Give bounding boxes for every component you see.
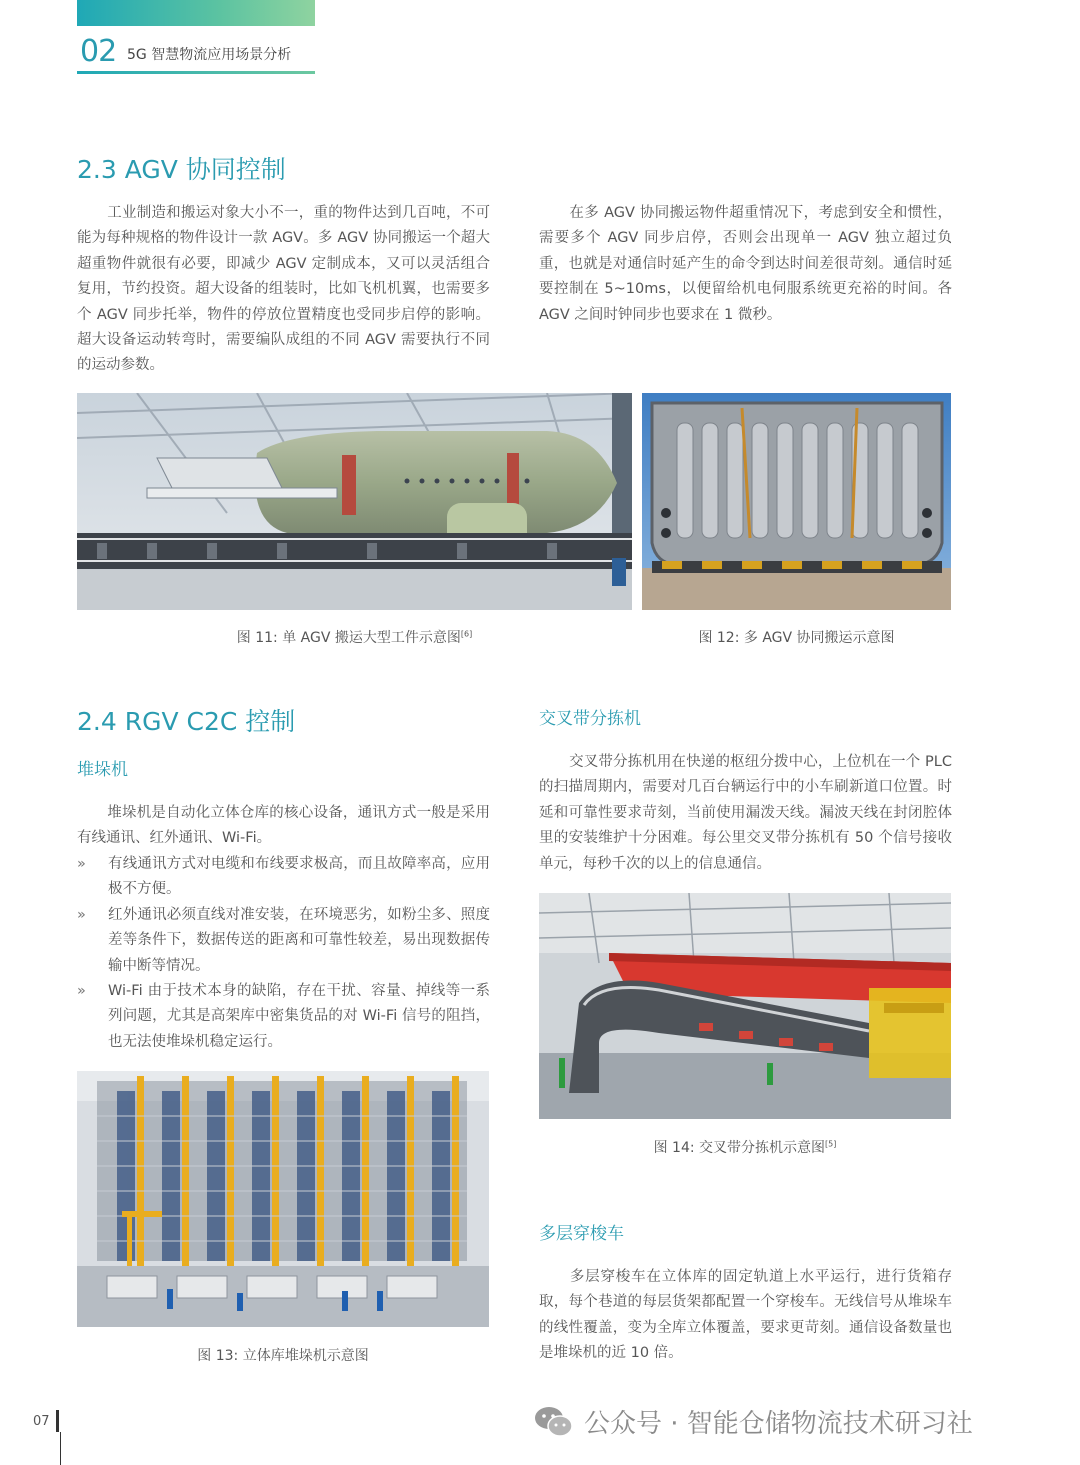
subtitle-cross-belt-sorter: 交叉带分拣机 [539, 709, 641, 729]
bullet-mark: » [77, 983, 86, 1000]
section-title-2-4: 2.4 RGV C2C 控制 [77, 707, 296, 736]
watermark [534, 1403, 973, 1440]
figure-14-reference: [5] [825, 1139, 837, 1149]
stacker-bullet-list [77, 852, 490, 1055]
figure-11-caption: 图 11: 单 AGV 搬运大型工件示意图[6] [236, 629, 473, 646]
figure-12-caption: 图 12: 多 AGV 协同搬运示意图 [698, 630, 895, 646]
page-margin-line [60, 1432, 61, 1465]
figure-13-image [77, 1071, 489, 1327]
bullet-mark: » [77, 906, 86, 923]
list-item: » 有线通讯方式对电缆和布线要求极高，而且故障率高，应用极不方便。 [77, 852, 490, 903]
stacker-intro-paragraph: 堆垛机是自动化立体仓库的核心设备，通讯方式一般是采用有线通讯、红外通讯、Wi-Fi。 [77, 805, 490, 847]
bullet-mark: » [77, 856, 86, 872]
list-item: » 红外通讯必须直线对准安装，在环境恶劣，如粉尘多、照度差等条件下，数据传送的距离和可靠性较差，易出现数据传输中断等情况。 [77, 903, 490, 979]
figure-12-image [642, 393, 951, 610]
page-number: 07 [33, 1414, 50, 1429]
cross-belt-paragraph: 交叉带分拣机用在快递的枢纽分拨中心，上位机在一个 PLC 的扫描周期内，需要对几百台辆运行中的小车刷新道口位置。时延和可靠性要求苛刻，当前使用漏泼天线。漏波天线在封闭腔体里的安装维护十分困难。每公里交叉带分拣机有 50 个信号接收单元，每秒千次的以上的信息通信。 [539, 754, 952, 872]
wechat-icon [534, 1405, 574, 1439]
subtitle-stacker: 堆垛机 [77, 760, 128, 780]
section-2-3-right-paragraph: 在多 AGV 协同搬运物件超重情况下，考虑到安全和惯性，需要多个 AGV 同步启停，否则会出现单一 AGV 独立超过负重，也就是对通信时延产生的命令到达时间差很苛刻。通信时延要控制在 5~10ms，以便留给机电伺服系统更充裕的时间。各 AGV 之间时钟同步也要求在 1 微秒。 [539, 205, 952, 323]
section-title-2-3: 2.3 AGV 协同控制 [77, 155, 286, 184]
section-2-3-left-paragraph: 工业制造和搬运对象大小不一，重的物件达到几百吨，不可能为每种规格的物件设计一款 AGV。多 AGV 协同搬运一个超大超重物件就很有必要，即减少 AGV 定制成本，又可以灵活组合复用，节约投资。超大设备的组装时，比如飞机机翼，也需要多个 AGV 同步托举，物件的停放位置精度也受同步启停的影响。超大设备运动转弯时，需要编队成组的不同 AGV 需要执行不同的运动参数。 [77, 205, 490, 374]
page-number-bar [56, 1410, 59, 1432]
figure-14-caption: 图 14: 交叉带分拣机示意图[5] [653, 1139, 837, 1156]
subtitle-multilayer-shuttle: 多层穿梭车 [539, 1224, 624, 1244]
chapter-number: 02 [80, 34, 117, 69]
list-item: » Wi-Fi 由于技术本身的缺陷，存在干扰、容量、掉线等一系列问题，尤其是高架库中密集货品的对 Wi-Fi 信号的阻挡，也无法使堆垛机稳定运行。 [77, 979, 490, 1055]
header-color-band [77, 0, 315, 26]
figure-11-reference: [6] [460, 629, 473, 639]
figure-13-caption: 图 13: 立体库堆垛机示意图 [197, 1348, 369, 1364]
watermark-text: 公众号 · 智能仓储物流技术研习社 [584, 1409, 973, 1439]
figure-14-image [539, 893, 951, 1119]
shuttle-paragraph: 多层穿梭车在立体库的固定轨道上水平运行，进行货箱存取，每个巷道的每层货架都配置一个穿梭车。无线信号从堆垛车的线性覆盖，变为全库立体覆盖，要求更苛刻。通信设备数量也是堆垛机的近 10 倍。 [539, 1269, 952, 1362]
figure-11-image [77, 393, 632, 610]
header-rule [77, 71, 315, 74]
chapter-title: 5G 智慧物流应用场景分析 [127, 47, 292, 63]
